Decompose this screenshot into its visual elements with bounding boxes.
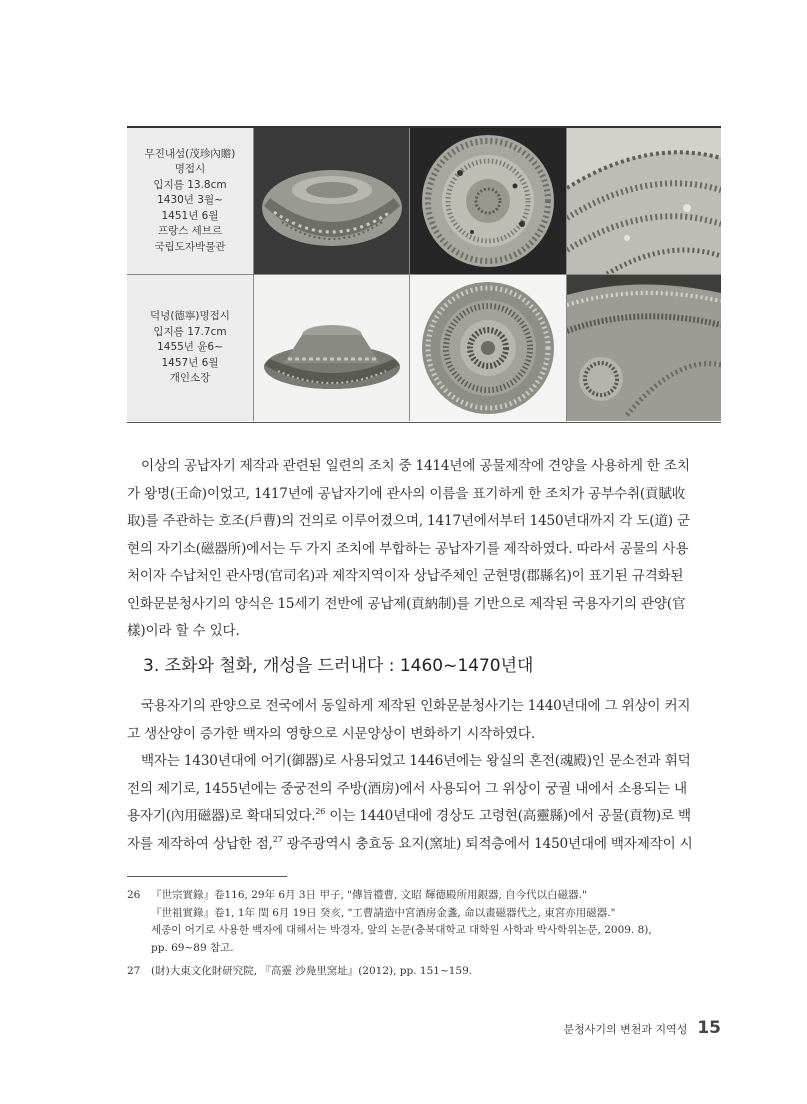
- text-line: 樣)이라 할 수 있다.: [127, 623, 240, 639]
- body-paragraph: [127, 453, 721, 646]
- caption-line: 1457년 6월: [161, 356, 219, 369]
- plate-top-view-image: [410, 128, 567, 274]
- footnote-line: (財)大東文化財研究院, 『高靈 沙鳧里窯址』(2012), pp. 151~159.: [151, 965, 473, 978]
- footnote-line: 『世宗實錄』卷116, 29年 6月 3日 甲子, "傳旨禮曹, 文昭 輝德殿所用銀器, 自今代以白磁器.": [151, 889, 587, 901]
- artifact-row: [127, 128, 721, 275]
- body-paragraph: [127, 693, 721, 858]
- footnotes: [127, 887, 727, 981]
- text-line: 인화문분청사기의 양식은 15세기 전반에 공납제(貢納制)를 기반으로 제작된 국용자기의 관양(官: [127, 595, 686, 612]
- footnote-27: [127, 963, 727, 981]
- caption-line: 1430년 3월~: [157, 194, 223, 207]
- footnote-line: 세종이 어기로 사용한 백자에 대해서는 박경자, 앞의 논문(충북대학교 대학원 사학과 박사학위논문, 2009. 8),: [151, 924, 652, 937]
- text-line: 가 왕명(王命)이었고, 1417년에 공납자기에 관사의 이름을 표기하게 한 조치가 공부수취(貢賦收: [127, 485, 686, 502]
- running-title: 분청사기의 변천과 지역성: [563, 1023, 688, 1036]
- text-segment: 자를 제작하여 상납한 점,: [127, 835, 273, 852]
- caption-line: 개인소장: [169, 372, 211, 385]
- footnote-line: 『世祖實錄』卷1, 1年 閏 6月 19日 癸亥, "工曹請造中宮酒房金盞, 命以畫磁器代之, 東宮亦用磁器.": [151, 906, 616, 919]
- caption-line: 입지름 17.7cm: [153, 325, 227, 338]
- text-segment: 용자기(內用磁器)로 확대되었다.: [127, 808, 316, 824]
- bowl-side-view-image: [254, 275, 410, 421]
- artifact-table: [127, 126, 721, 423]
- plate-detail-view-image: [567, 128, 721, 274]
- text-line: [127, 831, 721, 859]
- text-line: 이상의 공납자기 제작과 관련된 일련의 조치 중 1414년에 공물제작에 견양을 사용하게 한 조치: [141, 458, 690, 474]
- text-segment: 광주광역시 충효동 요지(窯址) 퇴적층에서 1450년대에 백자제작이 시: [282, 835, 693, 852]
- section-heading: 3. 조화와 철화, 개성을 드러내다 : 1460~1470년대: [143, 656, 534, 676]
- caption-line: 덕녕(德寧)명접시: [150, 310, 230, 323]
- page-number: 15: [697, 1018, 721, 1038]
- footnote-divider: [127, 876, 287, 877]
- text-line: [127, 803, 721, 831]
- footnote-body: [151, 963, 727, 981]
- plate-detail-view-image: [567, 275, 721, 421]
- caption-line: 프랑스 세브르: [157, 225, 223, 238]
- text-segment: 이는 1440년대에 경상도 고령현(高靈縣)에서 공물(貢物)로 백: [325, 808, 691, 824]
- footnote-ref[interactable]: 26: [315, 807, 326, 816]
- text-line: 현의 자기소(磁器所)에서는 두 가지 조치에 부합하는 공납자기를 제작하였다. 따라서 공물의 사용: [127, 540, 689, 557]
- caption-line: 명접시: [174, 163, 206, 176]
- artifact-caption: [127, 275, 254, 421]
- caption-line: 입지름 13.8cm: [153, 178, 227, 191]
- caption-line: 1451년 6월: [161, 209, 219, 222]
- text-line: 처이자 수납처인 관사명(官司名)과 제작지역이자 상납주체인 군현명(郡縣名)이 표기된 규격화된: [127, 568, 684, 584]
- footnote-number: 26: [127, 889, 141, 901]
- footnote-ref[interactable]: 27: [272, 834, 283, 844]
- text-line: 백자는 1430년대에 어기(御器)로 사용되었고 1446년에는 왕실의 혼전(魂殿)인 문소전과 휘덕: [141, 753, 691, 769]
- footnote-26: [127, 887, 727, 957]
- artifact-caption: [127, 128, 254, 274]
- page-footer: [563, 1018, 721, 1038]
- footnote-number: 27: [127, 965, 141, 978]
- text-line: 국용자기의 관양으로 전국에서 동일하게 제작된 인화문분청사기는 1440년대에 그 위상이 커지: [141, 698, 691, 714]
- text-line: 전의 제기로, 1455년에는 중궁전의 주방(酒房)에서 사용되어 그 위상이 궁궐 내에서 소용되는 내: [127, 780, 687, 797]
- text-line: 取)를 주관하는 호조(戶曹)의 건의로 이루어졌으며, 1417년에서부터 1450년대까지 각 도(道) 군: [127, 513, 690, 529]
- caption-line: 1455년 윤6~: [157, 341, 223, 354]
- plate-top-view-image: [410, 275, 567, 421]
- artifact-row: [127, 275, 721, 421]
- text-line: 고 생산양이 증가한 백자의 영향으로 시문양상이 변화하기 시작하였다.: [127, 725, 535, 742]
- caption-line: 무진내섬(茂珍內贍): [144, 147, 236, 160]
- footnote-line: pp. 69~89 참고.: [151, 941, 234, 954]
- caption-line: 국립도자박물관: [154, 240, 226, 253]
- footnote-body: [151, 887, 727, 957]
- bowl-side-view-image: [254, 128, 410, 274]
